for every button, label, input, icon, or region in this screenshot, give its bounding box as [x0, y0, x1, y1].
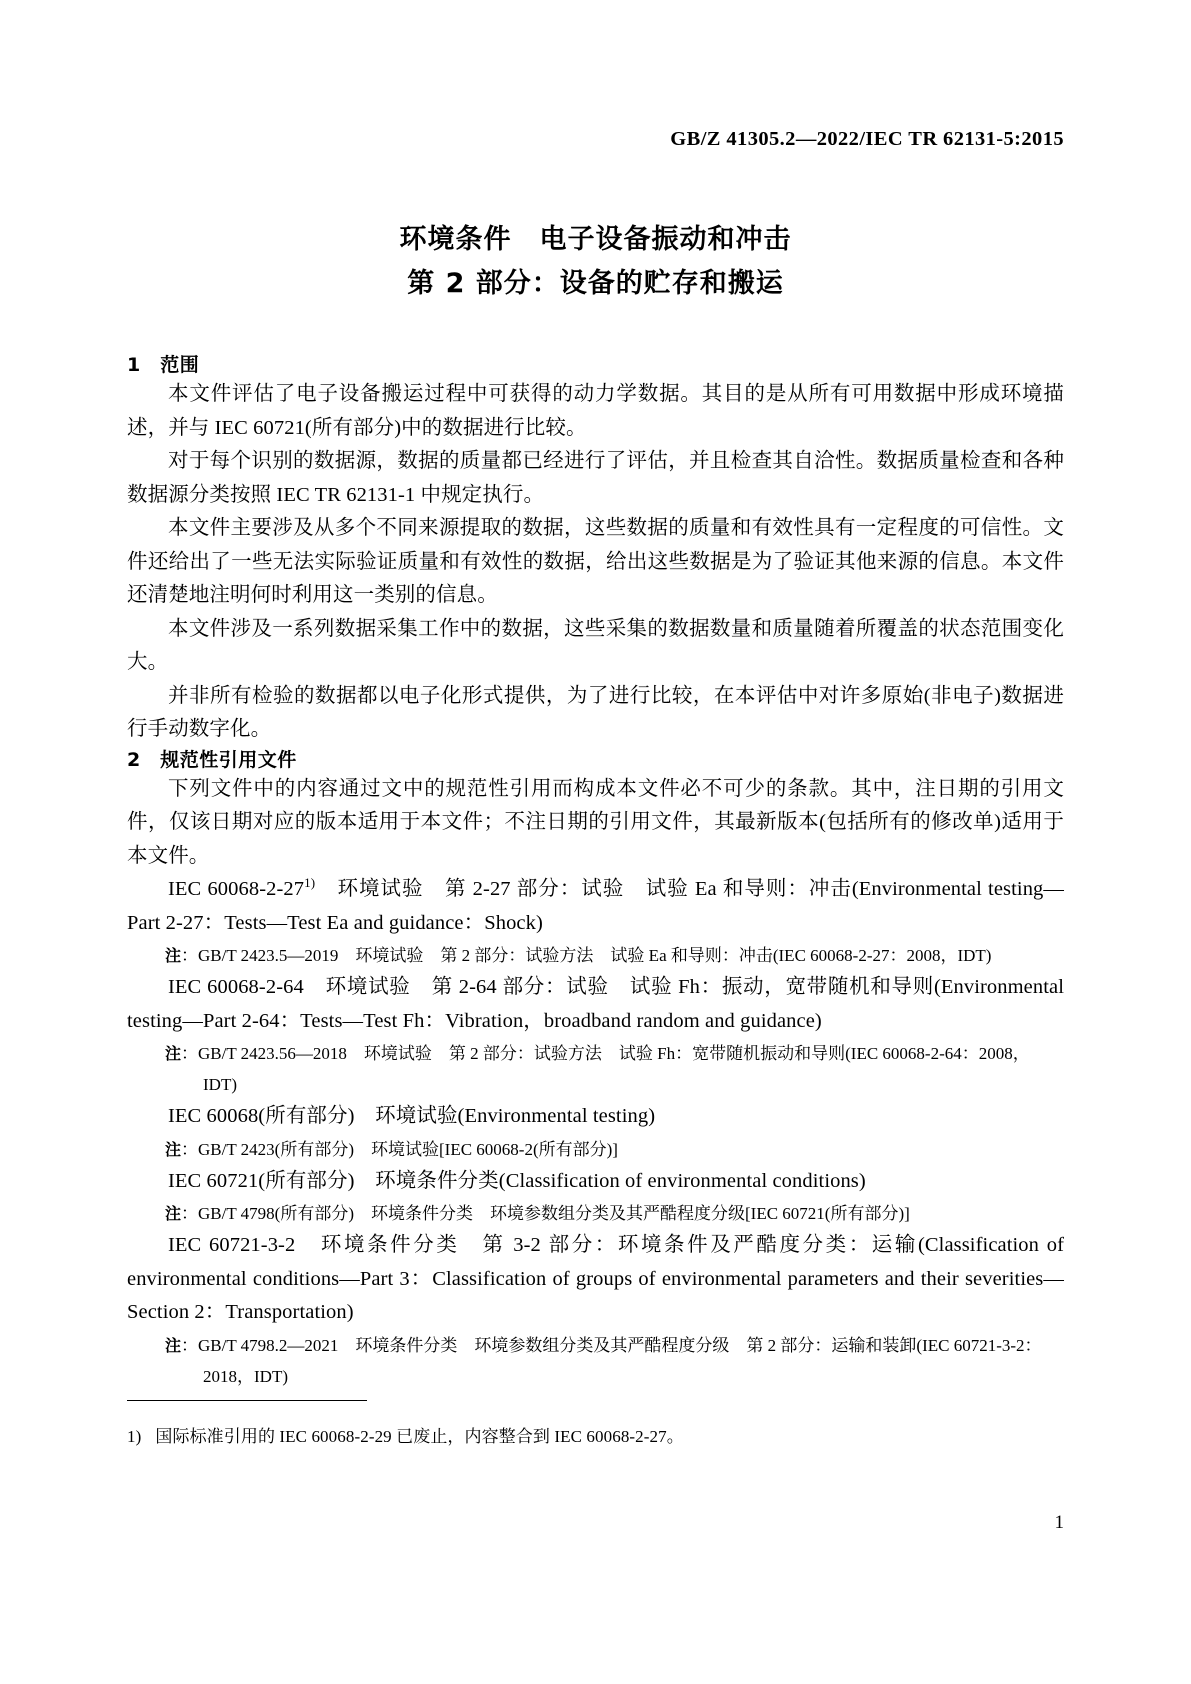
reference-entry: [127, 873, 1064, 940]
note-text: ：GB/T 4798(所有部分) 环境条件分类 环境参数组分类及其严酷程度分级[IEC 60721(所有部分)]: [181, 1204, 910, 1223]
scope-paragraph-1: 本文件评估了电子设备搬运过程中可获得的动力学数据。其目的是从所有可用数据中形成环境描述，并与 IEC 60721(所有部分)中的数据进行比较。: [127, 383, 1064, 439]
reference-note: [127, 1330, 1064, 1361]
note-text: ：GB/T 4798.2—2021 环境条件分类 环境参数组分类及其严酷程度分级 第 2 部分：运输和装卸(IEC 60721-3-2：: [181, 1335, 1042, 1355]
reference-entry: [127, 1165, 1064, 1199]
reference-note: [127, 940, 1064, 971]
reference-id: IEC 60068(所有部分): [168, 1105, 355, 1127]
reference-entry: [127, 1229, 1064, 1330]
reference-note-continuation: 2018，IDT): [203, 1366, 288, 1386]
reference-title: 环境试验 第 2-27 部分：试验 试验 Ea 和导则：冲击(Environmental testing—Part 2-27：Tests—Test Ea and guidance：Shock): [127, 878, 1064, 934]
page-number: 1: [1054, 1512, 1064, 1533]
reference-entry: [127, 971, 1064, 1038]
section-heading-scope: 1 范围: [127, 354, 200, 376]
reference-entry: [127, 1100, 1064, 1134]
footnote-area: [127, 1400, 1064, 1451]
footnote-marker: 1): [304, 875, 316, 891]
reference-title: 环境试验(Environmental testing): [354, 1105, 656, 1127]
note-text: ：GB/T 2423(所有部分) 环境试验[IEC 60068-2(所有部分)]: [181, 1139, 618, 1159]
footnote-number: 1): [127, 1427, 142, 1446]
scope-paragraph-4: 本文件涉及一系列数据采集工作中的数据，这些采集的数据数量和质量随着所覆盖的状态范围变化大。: [127, 617, 1064, 673]
running-header: GB/Z 41305.2—2022/IEC TR 62131-5:2015: [670, 128, 1064, 150]
note-text: ：GB/T 2423.5—2019 环境试验 第 2 部分：试验方法 试验 Ea 和导则：冲击(IEC 60068-2-27：2008，IDT): [181, 946, 992, 965]
note-label: 注: [165, 1335, 182, 1355]
document-body: [127, 352, 1064, 1392]
note-label: 注: [165, 1044, 182, 1063]
document-title-line-1: 环境条件 电子设备振动和冲击: [399, 224, 792, 255]
scope-paragraph-2: 对于每个识别的数据源，数据的质量都已经进行了评估，并且检查其自洽性。数据质量检查和各种数据源分类按照 IEC TR 62131-1 中规定执行。: [127, 450, 1064, 506]
reference-note: [127, 1038, 1064, 1069]
reference-id: IEC 60721-3-2: [168, 1234, 296, 1256]
document-title-line-2: 第 2 部分：设备的贮存和搬运: [407, 268, 784, 299]
note-label: 注: [165, 1139, 182, 1159]
note-label: 注: [165, 1204, 182, 1223]
footnote-item: [127, 1423, 1064, 1451]
note-text: ：GB/T 2423.56—2018 环境试验 第 2 部分：试验方法 试验 Fh：宽带随机振动和导则(IEC 60068-2-64：2008，: [181, 1044, 1030, 1063]
scope-paragraph-5: 并非所有检验的数据都以电子化形式提供，为了进行比较，在本评估中对许多原始(非电子)数据进行手动数字化。: [127, 684, 1064, 740]
reference-title: 环境条件分类 第 3-2 部分：环境条件及严酷度分类：运输(Classification of environmental conditions—Part 3：Classification of groups of environmental parameters and their severities—Section 2：Transportation): [127, 1234, 1064, 1323]
reference-note-continuation: IDT): [203, 1075, 237, 1094]
note-label: 注: [165, 946, 182, 965]
reference-note: [127, 1134, 1064, 1165]
reference-title: 环境试验 第 2-64 部分：试验 试验 Fh：振动，宽带随机和导则(Environmental testing—Part 2-64：Tests—Test Fh：Vibration，broadband random and guidance): [127, 976, 1065, 1032]
footnote-text: 国际标准引用的 IEC 60068-2-29 已废止，内容整合到 IEC 60068-2-27。: [155, 1427, 684, 1446]
section-heading-normative-references: 2 规范性引用文件: [127, 748, 297, 771]
reference-title: 环境条件分类(Classification of environmental conditions): [354, 1169, 866, 1192]
reference-id: IEC 60068-2-64: [168, 976, 304, 998]
scope-paragraph-3: 本文件主要涉及从多个不同来源提取的数据，这些数据的质量和有效性具有一定程度的可信性。文件还给出了一些无法实际验证质量和有效性的数据，给出这些数据是为了验证其他来源的信息。本文件还清楚地注明何时利用这一类别的信息。: [127, 517, 1064, 606]
footnote-separator-rule: [127, 1400, 367, 1401]
normative-references-intro: 下列文件中的内容通过文中的规范性引用而构成本文件必不可少的条款。其中，注日期的引用文件，仅该日期对应的版本适用于本文件；不注日期的引用文件，其最新版本(包括所有的修改单)适用于本文件。: [127, 777, 1064, 867]
reference-id: IEC 60068-2-27: [168, 878, 305, 900]
title-block: [0, 218, 1191, 306]
reference-id: IEC 60721(所有部分): [168, 1169, 355, 1192]
reference-note: [127, 1198, 1064, 1229]
